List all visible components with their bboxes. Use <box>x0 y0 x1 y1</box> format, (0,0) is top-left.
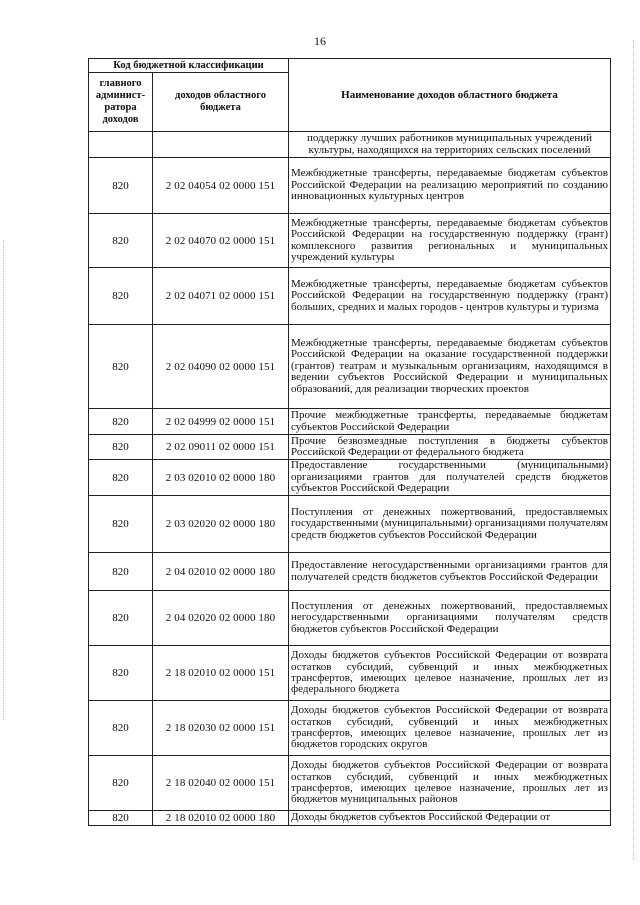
continuation-row <box>89 132 611 158</box>
income-name-cell: Доходы бюджетов субъектов Российской Федерации от возврата остатков субсидий, субвенций и иных межбюджетных трансфертов, имеющих целевое назначение, прошлых лет из федерального бюджета <box>289 646 611 701</box>
income-name-cell: Межбюджетные трансферты, передаваемые бюджетам субъектов Российской Федерации на оказание государственной поддержки (грантов) театрам и музыкальным организациям, находящимся в ведении субъектов Российской Федерации и муниципальных образований, для реализации творческих проектов <box>289 325 611 409</box>
admin-code-cell: 820 <box>89 268 153 325</box>
admin-code-cell: 820 <box>89 591 153 646</box>
admin-code-cell: 820 <box>89 701 153 756</box>
income-code-cell: 2 04 02020 02 0000 180 <box>153 591 289 646</box>
income-name-cell: Межбюджетные трансферты, передаваемые бюджетам субъектов Российской Федерации на государственную поддержку (грант) больших, средних и малых городов - центров культуры и туризма <box>289 268 611 325</box>
budget-classification-table <box>88 58 611 826</box>
income-code-cell: 2 02 04090 02 0000 151 <box>153 325 289 409</box>
continuation-admin <box>89 132 153 158</box>
table-row <box>89 553 611 591</box>
header-admin: главного админист-ратора доходов <box>89 73 153 132</box>
table-header <box>89 59 611 132</box>
header-kbk: Код бюджетной классификации <box>89 59 289 73</box>
admin-code-cell: 820 <box>89 496 153 553</box>
income-name-cell: Межбюджетные трансферты, передаваемые бюджетам субъектов Российской Федерации на государственную поддержку (грант) комплексного развития региональных и муниципальных учреждений культуры <box>289 214 611 268</box>
table-row <box>89 646 611 701</box>
income-code-cell: 2 04 02010 02 0000 180 <box>153 553 289 591</box>
income-code-cell: 2 02 04054 02 0000 151 <box>153 158 289 214</box>
income-name-cell: Доходы бюджетов субъектов Российской Федерации от возврата остатков субсидий, субвенций и иных межбюджетных трансфертов, имеющих целевое назначение, прошлых лет из бюджетов городских округов <box>289 701 611 756</box>
admin-code-cell: 820 <box>89 646 153 701</box>
table-row <box>89 409 611 435</box>
table-row <box>89 460 611 496</box>
table-row <box>89 214 611 268</box>
income-code-cell: 2 02 04071 02 0000 151 <box>153 268 289 325</box>
admin-code-cell: 820 <box>89 409 153 435</box>
income-code-cell: 2 03 02020 02 0000 180 <box>153 496 289 553</box>
table-row <box>89 435 611 460</box>
income-code-cell: 2 03 02010 02 0000 180 <box>153 460 289 496</box>
income-name-cell: Доходы бюджетов субъектов Российской Федерации от возврата остатков субсидий, субвенций и иных межбюджетных трансфертов, имеющих целевое назначение, прошлых лет из бюджетов муниципальных районов <box>289 756 611 811</box>
income-name-cell: Поступления от денежных пожертвований, предоставляемых негосударственными организациями получателям средств бюджетов субъектов Российской Федерации <box>289 591 611 646</box>
table-row <box>89 701 611 756</box>
admin-code-cell: 820 <box>89 325 153 409</box>
income-name-cell: Поступления от денежных пожертвований, предоставляемых государственными (муниципальными) организациями получателям средств бюджетов субъектов Российской Федерации <box>289 496 611 553</box>
page-number: 16 <box>314 34 326 48</box>
table-row <box>89 756 611 811</box>
admin-code-cell: 820 <box>89 460 153 496</box>
table-row <box>89 811 611 826</box>
scan-edge-left <box>3 240 5 720</box>
income-code-cell: 2 18 02010 02 0000 180 <box>153 811 289 826</box>
income-name-cell: Межбюджетные трансферты, передаваемые бюджетам субъектов Российской Федерации на реализацию мероприятий по созданию инновационных культурных центров <box>289 158 611 214</box>
header-name: Наименование доходов областного бюджета <box>289 59 611 132</box>
scan-edge-right <box>633 40 635 860</box>
table-row <box>89 158 611 214</box>
table-row <box>89 591 611 646</box>
income-name-cell: Доходы бюджетов субъектов Российской Федерации от <box>289 811 611 826</box>
admin-code-cell: 820 <box>89 811 153 826</box>
income-name-cell: Прочие межбюджетные трансферты, передаваемые бюджетам субъектов Российской Федерации <box>289 409 611 435</box>
continuation-code <box>153 132 289 158</box>
admin-code-cell: 820 <box>89 435 153 460</box>
header-income: доходов областного бюджета <box>153 73 289 132</box>
income-name-cell: Прочие безвозмездные поступления в бюджеты субъектов Российской Федерации от федерального бюджета <box>289 435 611 460</box>
admin-code-cell: 820 <box>89 214 153 268</box>
income-code-cell: 2 02 04999 02 0000 151 <box>153 409 289 435</box>
income-code-cell: 2 02 04070 02 0000 151 <box>153 214 289 268</box>
income-code-cell: 2 18 02030 02 0000 151 <box>153 701 289 756</box>
admin-code-cell: 820 <box>89 756 153 811</box>
table-row <box>89 325 611 409</box>
income-code-cell: 2 18 02010 02 0000 151 <box>153 646 289 701</box>
income-code-cell: 2 18 02040 02 0000 151 <box>153 756 289 811</box>
income-name-cell: Предоставление негосударственными организациями грантов для получателей средств бюджетов субъектов Российской Федерации <box>289 553 611 591</box>
income-name-cell: Предоставление государственными (муниципальными) организациями грантов для получателей средств бюджетов субъектов Российской Федерации <box>289 460 611 496</box>
admin-code-cell: 820 <box>89 158 153 214</box>
continuation-desc: поддержку лучших работников муниципальных учреждений культуры, находящихся на территориях сельских поселений <box>289 132 611 158</box>
admin-code-cell: 820 <box>89 553 153 591</box>
table-row <box>89 268 611 325</box>
table-row <box>89 496 611 553</box>
table-body <box>89 132 611 826</box>
income-code-cell: 2 02 09011 02 0000 151 <box>153 435 289 460</box>
